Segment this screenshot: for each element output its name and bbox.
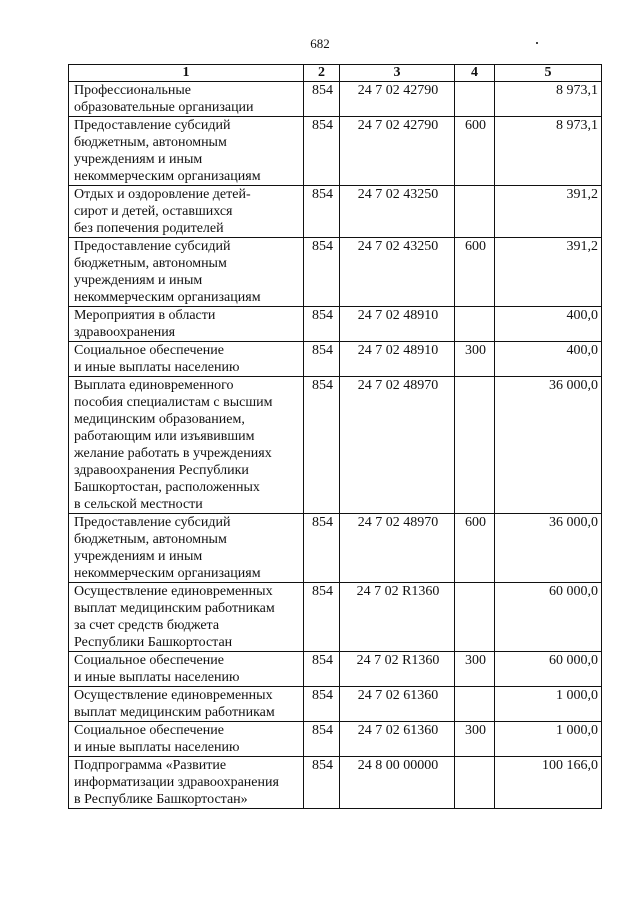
ministry-code-cell: 854 — [304, 652, 340, 687]
expense-type-cell — [455, 377, 495, 514]
expense-name-line: Предоставление субсидий — [74, 239, 231, 254]
expense-name-line: в Республике Башкортостан» — [74, 792, 248, 807]
expense-name-cell — [69, 307, 304, 342]
expense-name-line: учреждениям и иным — [74, 152, 203, 167]
target-article-cell: 24 7 02 R1360 — [340, 583, 455, 652]
expense-type-cell: 300 — [455, 342, 495, 377]
expense-name-line: Профессиональные — [74, 83, 191, 98]
expense-type-cell: 300 — [455, 722, 495, 757]
amount-cell: 1 000,0 — [495, 687, 602, 722]
expense-name-line: образовательные организации — [74, 100, 254, 115]
expense-name-line: бюджетным, автономным — [74, 256, 227, 271]
table-body — [69, 82, 602, 809]
expense-type-cell: 600 — [455, 238, 495, 307]
expense-name-line: в сельской местности — [74, 497, 203, 512]
expense-type-cell — [455, 583, 495, 652]
ministry-code-cell: 854 — [304, 117, 340, 186]
expense-type-cell — [455, 307, 495, 342]
expense-name-cell — [69, 238, 304, 307]
target-article-cell: 24 7 02 48910 — [340, 307, 455, 342]
expense-type-cell — [455, 82, 495, 117]
expense-name-line: Осуществление единовременных — [74, 584, 273, 599]
target-article-cell: 24 7 02 43250 — [340, 186, 455, 238]
expense-name-line: здравоохранения — [74, 325, 176, 340]
expense-name-line: Подпрограмма «Развитие — [74, 758, 227, 773]
amount-cell: 391,2 — [495, 238, 602, 307]
table-row — [69, 757, 602, 809]
expense-name-line: и иные выплаты населению — [74, 360, 240, 375]
ministry-code-cell: 854 — [304, 514, 340, 583]
expense-name-cell — [69, 117, 304, 186]
table-row — [69, 652, 602, 687]
ministry-code-cell: 854 — [304, 722, 340, 757]
amount-cell: 8 973,1 — [495, 117, 602, 186]
table-row — [69, 307, 602, 342]
scan-speck — [536, 42, 538, 44]
amount-cell: 60 000,0 — [495, 583, 602, 652]
table-row — [69, 377, 602, 514]
expense-name-cell — [69, 687, 304, 722]
expense-name-line: учреждениям и иным — [74, 273, 203, 288]
amount-cell: 60 000,0 — [495, 652, 602, 687]
amount-cell: 400,0 — [495, 342, 602, 377]
target-article-cell: 24 7 02 48910 — [340, 342, 455, 377]
amount-cell: 8 973,1 — [495, 82, 602, 117]
expense-type-cell: 300 — [455, 652, 495, 687]
amount-cell: 36 000,0 — [495, 377, 602, 514]
amount-cell: 400,0 — [495, 307, 602, 342]
expense-name-line: и иные выплаты населению — [74, 740, 240, 755]
expense-name-line: здравоохранения Республики — [74, 463, 249, 478]
expense-name-line: выплат медицинским работникам — [74, 705, 275, 720]
expense-name-line: некоммерческим организациям — [74, 169, 261, 184]
expense-type-cell — [455, 186, 495, 238]
expense-name-line: выплат медицинским работникам — [74, 601, 275, 616]
ministry-code-cell: 854 — [304, 757, 340, 809]
ministry-code-cell: 854 — [304, 186, 340, 238]
ministry-code-cell: 854 — [304, 687, 340, 722]
expense-name-line: за счет средств бюджета — [74, 618, 220, 633]
expense-name-line: Осуществление единовременных — [74, 688, 273, 703]
target-article-cell: 24 8 00 00000 — [340, 757, 455, 809]
expense-name-cell — [69, 514, 304, 583]
expense-name-line: некоммерческим организациям — [74, 566, 261, 581]
expense-name-cell — [69, 757, 304, 809]
ministry-code-cell: 854 — [304, 307, 340, 342]
ministry-code-cell: 854 — [304, 583, 340, 652]
target-article-cell: 24 7 02 61360 — [340, 722, 455, 757]
expense-name-cell — [69, 583, 304, 652]
amount-cell: 36 000,0 — [495, 514, 602, 583]
expense-name-line: информатизации здравоохранения — [74, 775, 279, 790]
expense-name-cell — [69, 342, 304, 377]
ministry-code-cell: 854 — [304, 377, 340, 514]
expense-name-line: без попечения родителей — [74, 221, 224, 236]
table-row — [69, 238, 602, 307]
amount-cell: 100 166,0 — [495, 757, 602, 809]
expense-name-line: сирот и детей, оставшихся — [74, 204, 233, 219]
expense-type-cell: 600 — [455, 117, 495, 186]
header-col-3: 3 — [340, 65, 455, 82]
target-article-cell: 24 7 02 42790 — [340, 82, 455, 117]
header-col-4: 4 — [455, 65, 495, 82]
expense-name-line: учреждениям и иным — [74, 549, 203, 564]
expense-type-cell: 600 — [455, 514, 495, 583]
table-row — [69, 722, 602, 757]
table-row — [69, 82, 602, 117]
expense-name-line: бюджетным, автономным — [74, 135, 227, 150]
expense-name-line: бюджетным, автономным — [74, 532, 227, 547]
target-article-cell: 24 7 02 43250 — [340, 238, 455, 307]
ministry-code-cell: 854 — [304, 238, 340, 307]
amount-cell: 1 000,0 — [495, 722, 602, 757]
target-article-cell: 24 7 02 61360 — [340, 687, 455, 722]
expense-name-line: желание работать в учреждениях — [74, 446, 272, 461]
expense-name-line: и иные выплаты населению — [74, 670, 240, 685]
expense-name-line: Мероприятия в области — [74, 308, 216, 323]
header-col-5: 5 — [495, 65, 602, 82]
expense-name-line: медицинским образованием, — [74, 412, 245, 427]
expense-name-line: Социальное обеспечение — [74, 343, 224, 358]
expense-name-line: Социальное обеспечение — [74, 653, 224, 668]
budget-table — [68, 64, 602, 809]
target-article-cell: 24 7 02 R1360 — [340, 652, 455, 687]
expense-type-cell — [455, 757, 495, 809]
table-row — [69, 514, 602, 583]
expense-name-line: пособия специалистам с высшим — [74, 395, 273, 410]
expense-name-line: Башкортостан, расположенных — [74, 480, 260, 495]
target-article-cell: 24 7 02 42790 — [340, 117, 455, 186]
table-row — [69, 687, 602, 722]
expense-name-line: некоммерческим организациям — [74, 290, 261, 305]
page-number: 682 — [310, 36, 330, 51]
ministry-code-cell: 854 — [304, 342, 340, 377]
table-row — [69, 342, 602, 377]
expense-name-line: Социальное обеспечение — [74, 723, 224, 738]
expense-name-line: Отдых и оздоровление детей- — [74, 187, 251, 202]
expense-name-line: работающим или изъявившим — [74, 429, 255, 444]
amount-cell: 391,2 — [495, 186, 602, 238]
expense-name-cell — [69, 377, 304, 514]
table-row — [69, 186, 602, 238]
header-row — [69, 65, 602, 82]
table-row — [69, 583, 602, 652]
expense-name-line: Предоставление субсидий — [74, 118, 231, 133]
expense-name-cell — [69, 652, 304, 687]
expense-type-cell — [455, 687, 495, 722]
expense-name-line: Предоставление субсидий — [74, 515, 231, 530]
expense-name-line: Республики Башкортостан — [74, 635, 233, 650]
table-row — [69, 117, 602, 186]
header-col-2: 2 — [304, 65, 340, 82]
target-article-cell: 24 7 02 48970 — [340, 514, 455, 583]
header-col-1: 1 — [69, 65, 304, 82]
expense-name-cell — [69, 186, 304, 238]
target-article-cell: 24 7 02 48970 — [340, 377, 455, 514]
expense-name-line: Выплата единовременного — [74, 378, 234, 393]
expense-name-cell — [69, 722, 304, 757]
ministry-code-cell: 854 — [304, 82, 340, 117]
expense-name-cell — [69, 82, 304, 117]
